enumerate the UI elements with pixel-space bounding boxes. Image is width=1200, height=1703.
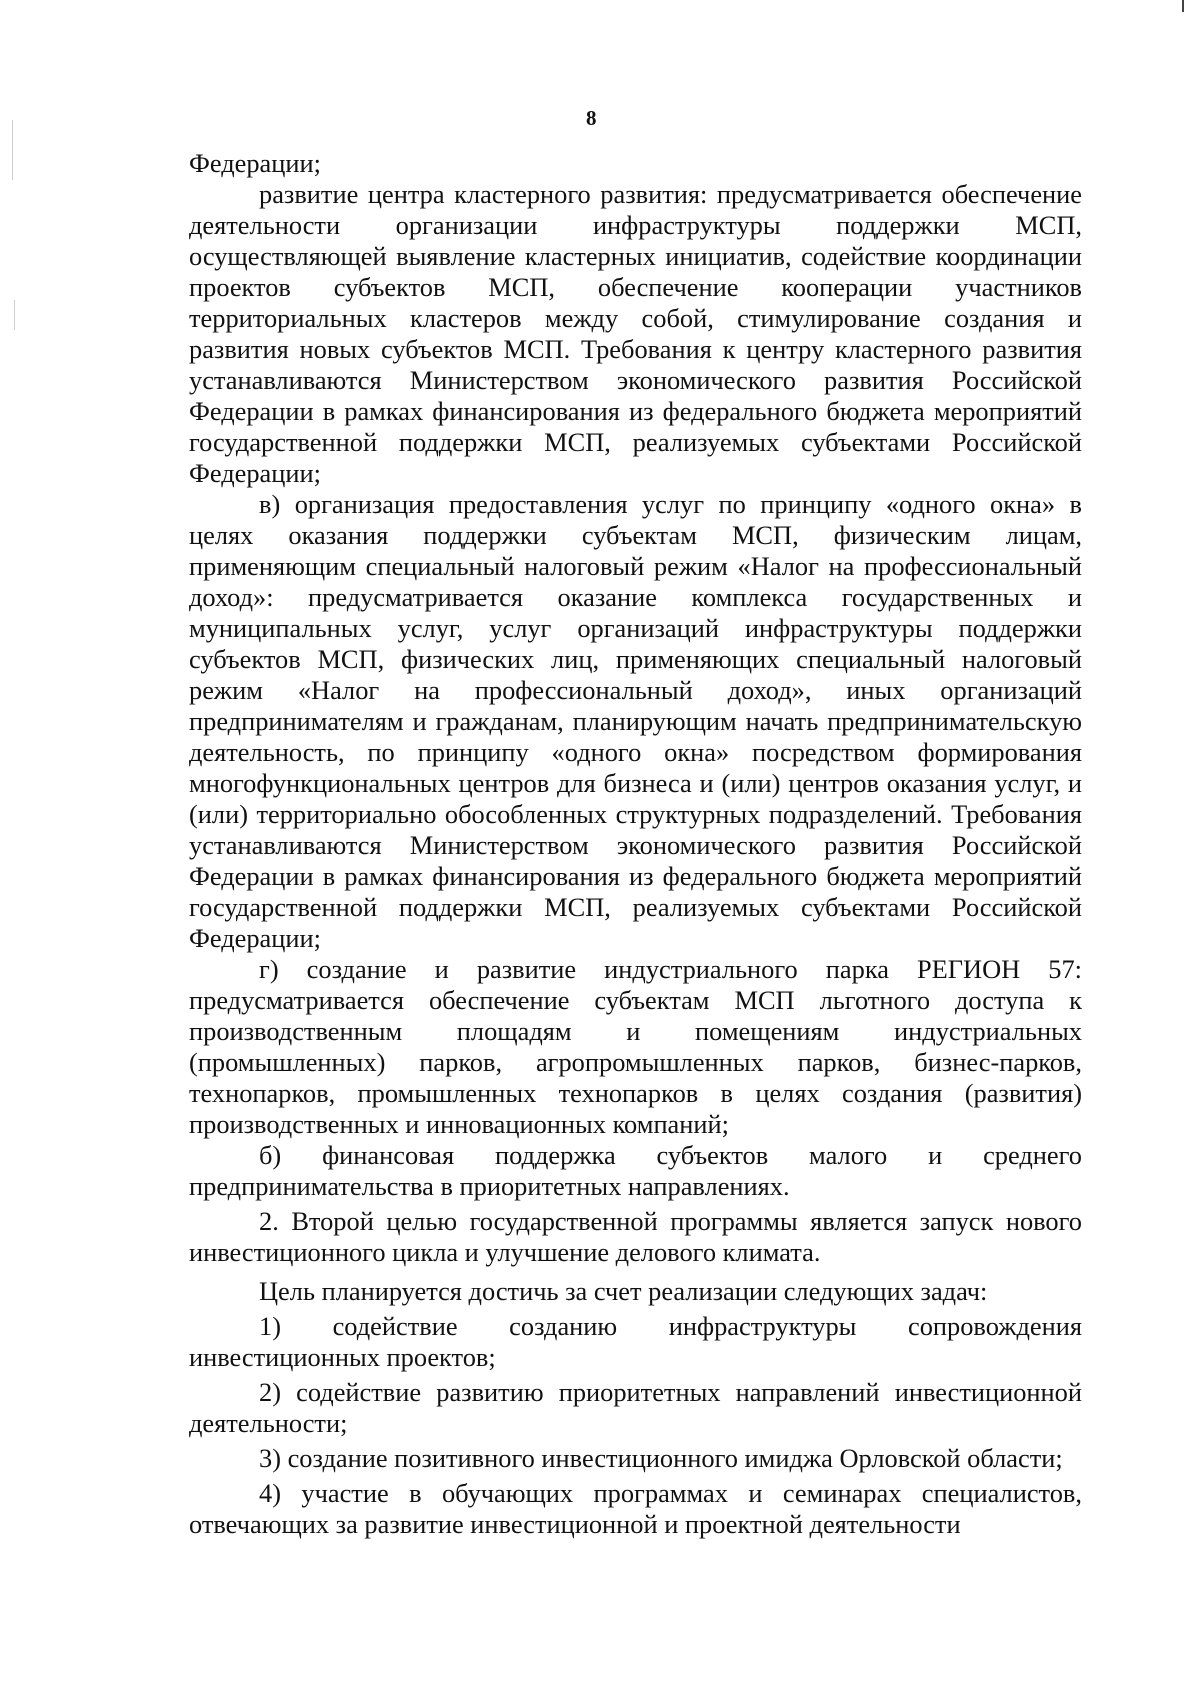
paragraph: 3) создание позитивного инвестиционного имиджа Орловской области; [259,1443,1063,1473]
scan-edge-mark [1182,0,1184,12]
paragraph: в) организация предоставления услуг по принципу «одного окна» в целях оказания поддержки субъектам МСП, физическим лицам, применяющим специальный налоговый режим «Налог на профессиональный доход»: предусматривается оказание комплекса государственных и муниципальных услуг, услуг организаций инфраструктуры поддержки субъектов МСП, физических лиц, применяющих специальный налоговый режим «Налог на профессиональный доход», иных организаций предпринимателям и гражданам, планирующим начать предпринимательскую деятельность, по принципу «одного окна» посредством формирования многофункциональных центров для бизнеса и (или) центров оказания услуг, и (или) территориально обособленных структурных подразделений. Требования устанавливаются Министерством экономического развития Российской Федерации в рамках финансирования из федерального бюджета мероприятий государственной поддержки МСП, реализуемых субъектами Российской Федерации; [189,489,1082,953]
paragraph: Федерации; [189,148,321,178]
paragraph: Цель планируется достичь за счет реализации следующих задач: [259,1276,988,1306]
paragraph: 4) участие в обучающих программах и семинарах специалистов, отвечающих за развитие инвестиционной и проектной деятельности [189,1478,1082,1539]
document-body [189,148,1082,1540]
paragraph: развитие центра кластерного развития: предусматривается обеспечение деятельности организации инфраструктуры поддержки МСП, осуществляющей выявление кластерных инициатив, содействие координации проектов субъектов МСП, обеспечение кооперации участников территориальных кластеров между собой, стимулирование создания и развития новых субъектов МСП. Требования к центру кластерного развития устанавливаются Министерством экономического развития Российской Федерации в рамках финансирования из федерального бюджета мероприятий государственной поддержки МСП, реализуемых субъектами Российской Федерации; [189,179,1082,488]
page-number: 8 [586,106,597,130]
paragraph: 2. Второй целью государственной программы является запуск нового инвестиционного цикла и улучшение делового климата. [189,1206,1082,1267]
scan-edge-mark [14,300,15,330]
paragraph: б) финансовая поддержка субъектов малого и среднего предпринимательства в приоритетных направлениях. [189,1140,1082,1201]
paragraph: г) создание и развитие индустриального парка РЕГИОН 57: предусматривается обеспечение субъектам МСП льготного доступа к производственным площадям и помещениям индустриальных (промышленных) парков, агропромышленных парков, бизнес-парков, технопарков, промышленных технопарков в целях создания (развития) производственных и инновационных компаний; [189,954,1082,1139]
paragraph: 2) содействие развитию приоритетных направлений инвестиционной деятельности; [189,1377,1082,1438]
paragraph: 1) содействие созданию инфраструктуры сопровождения инвестиционных проектов; [189,1311,1082,1372]
scan-edge-mark [12,120,13,180]
